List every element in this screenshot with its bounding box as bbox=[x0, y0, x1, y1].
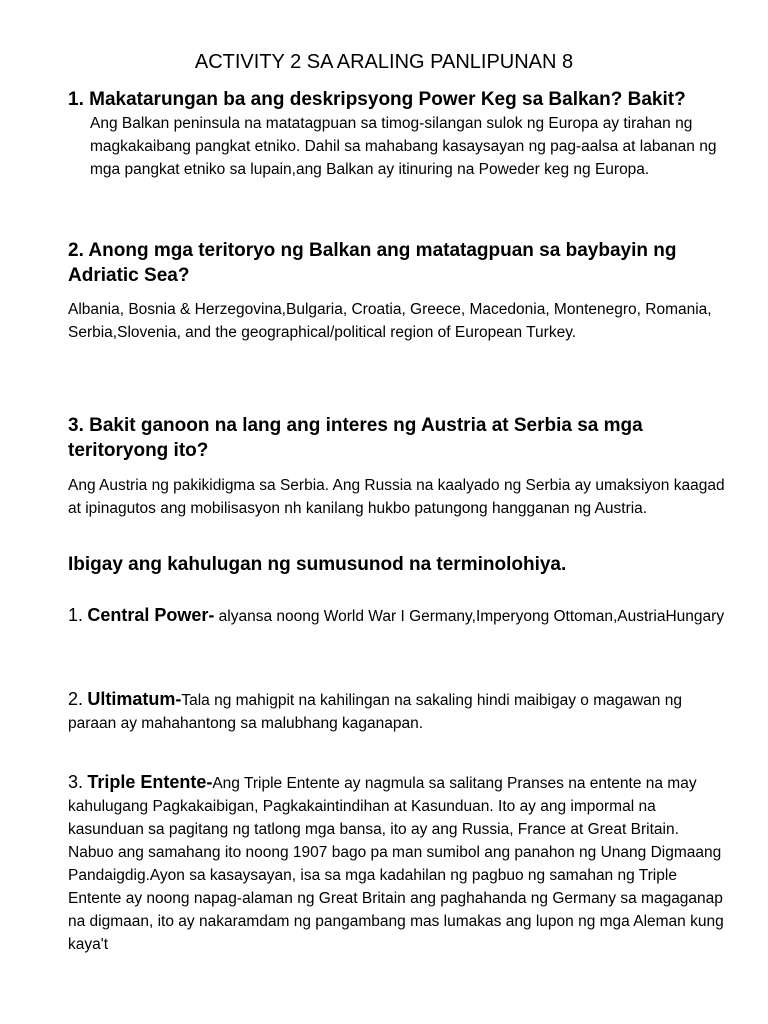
term-number: 1. bbox=[68, 605, 84, 625]
term-name: Triple Entente- bbox=[87, 772, 213, 792]
term-number: 2. bbox=[68, 689, 84, 709]
question-3: 3. Bakit ganoon na lang ang interes ng Austria at Serbia sa mga teritoryong ito? bbox=[68, 415, 643, 461]
term-definition: Tala ng mahigpit na kahilingan na sakaling hindi maibigay o magawan ng paraan ay mahahantong sa malubhang kaganapan. bbox=[68, 692, 682, 732]
answer-3: Ang Austria ng pakikidigma sa Serbia. Ang Russia na kaalyado ng Serbia ay umaksiyon kaagad at ipinagutos ang mobilisasyon nh kanilang hukbo patungong hangganan ng Austria. bbox=[68, 477, 725, 517]
section-heading: Ibigay ang kahulugan ng sumusunod na terminolohiya. bbox=[68, 554, 567, 575]
term-name: Central Power- bbox=[87, 605, 215, 625]
answer-1: Ang Balkan peninsula na matatagpuan sa timog-silangan sulok ng Europa ay tirahan ng magkakaibang pangkat etniko. Dahil sa mahabang kasaysayan ng pag-aalsa at labanan ng mga pangkat etniko sa lupain,ang Balkan ay itinuring na Poweder keg ng Europa. bbox=[90, 115, 717, 178]
term-definition: Ang Triple Entente ay nagmula sa salitang Pranses na entente na may kahulugang Pagkakaibigan, Pagkakaintindihan at Kasunduan. Ito ay ang impormal na kasunduan sa pagitang ng tatlong mga bansa, ito ay ang Russia, France at Great Britain. Nabuo ang samahang ito noong 1907 bago pa man sumibol ang panahon ng Unang Digmaang Pandaigdig.Ayon sa kasaysayan, isa sa mga kadahilan ng pagbuo ng samahan ng Triple Entente ay noong napag-alaman ng Great Britain ang paghahanda ng Germany sa magaganap na digmaan, ito ay nakaramdam ng pangambang mas lumakas ang lupon ng mga Aleman kung kaya't bbox=[68, 775, 724, 953]
term-1 bbox=[68, 604, 728, 628]
question-2: 2. Anong mga teritoryo ng Balkan ang matatagpuan sa baybayin ng Adriatic Sea? bbox=[68, 240, 677, 286]
term-2 bbox=[68, 688, 728, 735]
question-1: 1. Makatarungan ba ang deskripsyong Power Keg sa Balkan? Bakit? bbox=[68, 89, 686, 110]
term-number: 3. bbox=[68, 772, 84, 792]
page-title: ACTIVITY 2 SA ARALING PANLIPUNAN 8 bbox=[194, 51, 574, 73]
term-definition: alyansa noong World War I Germany,Imperyong Ottoman,AustriaHungary bbox=[214, 608, 725, 625]
term-3 bbox=[68, 771, 728, 956]
answer-2: Albania, Bosnia & Herzegovina,Bulgaria, Croatia, Greece, Macedonia, Montenegro, Romania, Serbia,Slovenia, and the geographical/political region of European Turkey. bbox=[68, 301, 712, 341]
term-name: Ultimatum- bbox=[87, 689, 182, 709]
